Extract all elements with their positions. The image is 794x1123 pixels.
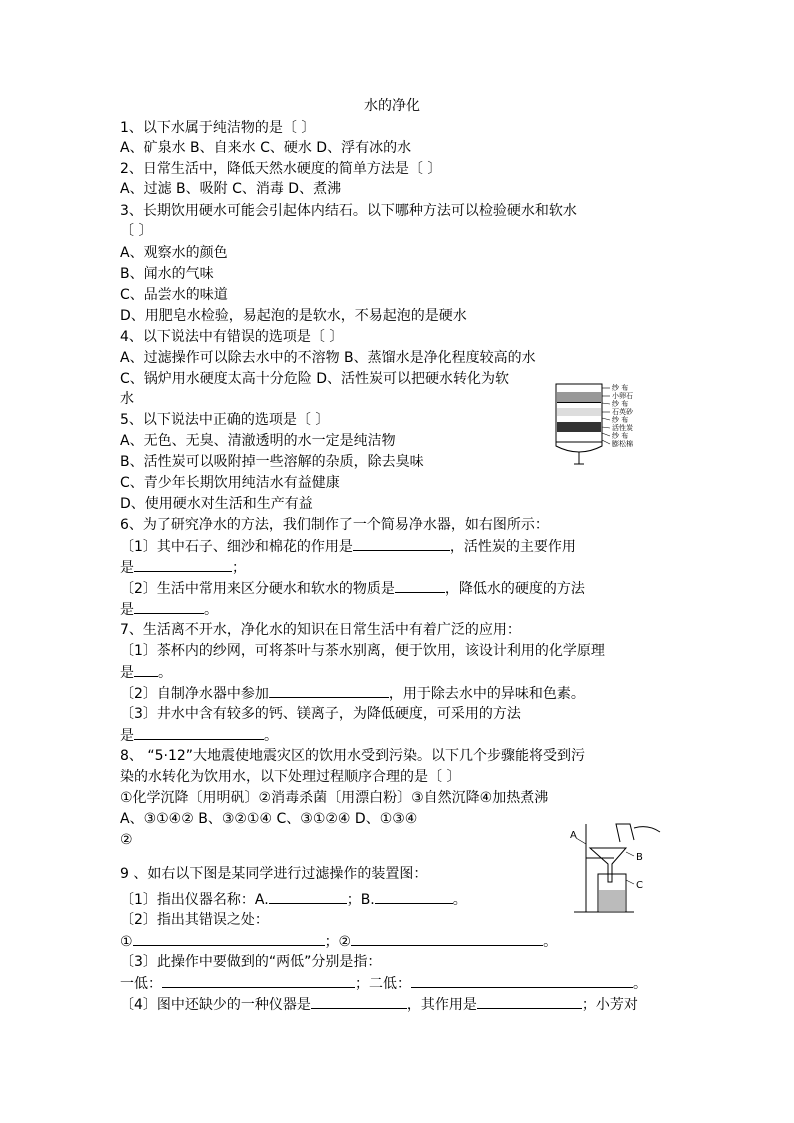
q7-1-text-b: 是 bbox=[120, 665, 134, 681]
answer-blank[interactable] bbox=[311, 994, 407, 1009]
q9-4-text-b: ，其作用是 bbox=[406, 997, 477, 1013]
q9-1-text-b: ；B. bbox=[346, 892, 375, 908]
question-6: 6、为了研究净水的方法，我们制作了一个简易净水器，如右图所示： bbox=[120, 517, 549, 533]
q9-2-text-a: ① bbox=[120, 934, 133, 950]
answer-blank[interactable] bbox=[477, 994, 582, 1009]
answer-blank[interactable] bbox=[395, 578, 445, 593]
question-3-paren: 〔 〕 bbox=[120, 223, 153, 239]
q6-1-text-c: 是 bbox=[120, 560, 134, 576]
q6-2-text-a: 〔2〕生活中常用来区分硬水和软水的物质是 bbox=[120, 581, 395, 597]
water-purifier-figure bbox=[552, 380, 678, 470]
q6-2-text-c: 是 bbox=[120, 602, 134, 618]
q6-1-text-a: 〔1〕其中石子、细沙和棉花的作用是 bbox=[120, 539, 353, 555]
question-9-part-4 bbox=[120, 994, 638, 1015]
apparatus-label-b: B bbox=[636, 852, 643, 863]
q7-2-text-a: 〔2〕自制净水器中参加 bbox=[120, 686, 269, 702]
question-8-steps: ①化学沉降〔用明矾〕②消毒杀菌〔用漂白粉〕③自然沉降④加热煮沸 bbox=[120, 790, 549, 806]
question-8: 8、 “5·12”大地震使地震灾区的饮用水受到污染。以下几个步骤能将受到污 bbox=[120, 748, 586, 764]
q9-1-text-a: 〔1〕指出仪器名称：A. bbox=[120, 892, 269, 908]
question-7-part-3-cont bbox=[120, 725, 278, 746]
answer-blank[interactable] bbox=[351, 931, 543, 946]
question-4: 4、以下说法中有错误的选项是〔 〕 bbox=[120, 329, 344, 345]
apparatus-label-c: C bbox=[636, 880, 643, 891]
q6-1-text-b: ，活性炭的主要作用 bbox=[449, 539, 576, 555]
question-6-part-2 bbox=[120, 578, 585, 599]
question-7-part-3: 〔3〕井水中含有较多的钙、镁离子，为降低硬度，可采用的方法 bbox=[120, 706, 521, 722]
question-3-option-b: B、闻水的气味 bbox=[120, 266, 214, 282]
question-5-option-a: A、无色、无臭、清澈透明的水一定是纯洁物 bbox=[120, 433, 396, 449]
question-5-option-b: B、活性炭可以吸附掉一些溶解的杂质，除去臭味 bbox=[120, 454, 424, 470]
question-4-options-cd: C、锅炉用水硬度太高十分危险 D、活性炭可以把硬水转化为软 bbox=[120, 371, 510, 387]
answer-blank[interactable] bbox=[411, 973, 633, 988]
question-7: 7、生活离不开水，净化水的知识在日常生活中有着广泛的应用： bbox=[120, 622, 521, 638]
question-2-options: A、过滤 B、吸附 C、消毒 D、煮沸 bbox=[120, 181, 342, 197]
filter-label: 纱 布 bbox=[612, 384, 629, 392]
filter-label: 纱 布 bbox=[612, 400, 629, 408]
question-4-options-ab: A、过滤操作可以除去水中的不溶物 B、蒸馏水是净化程度较高的水 bbox=[120, 350, 536, 366]
question-9: 9 、如右以下图是某同学进行过滤操作的装置图： bbox=[120, 866, 428, 882]
filter-label: 石英砂 bbox=[612, 408, 633, 416]
q9-3-text-c: 。 bbox=[633, 976, 647, 992]
q6-2-text-d: 。 bbox=[204, 602, 218, 618]
q9-2-text-c: 。 bbox=[543, 934, 558, 950]
question-3-option-c: C、品尝水的味道 bbox=[120, 287, 228, 303]
filter-label: 活性炭 bbox=[612, 424, 633, 432]
question-6-part-2-cont bbox=[120, 599, 218, 620]
question-3-option-a: A、观察水的颜色 bbox=[120, 245, 228, 261]
question-9-part-3-blanks bbox=[120, 973, 647, 994]
question-2: 2、日常生活中，降低天然水硬度的简单方法是〔 〕 bbox=[120, 161, 442, 177]
answer-blank[interactable] bbox=[134, 662, 158, 677]
question-7-part-1-cont bbox=[120, 662, 172, 683]
question-1-options: A、矿泉水 B、自来水 C、硬水 D、浮有冰的水 bbox=[120, 140, 412, 156]
question-8-options: A、③①④② B、③②①④ C、③①②④ D、①③④ bbox=[120, 811, 418, 827]
q7-3-text-b: 是 bbox=[120, 728, 134, 744]
question-8-options-wrap: ② bbox=[120, 832, 133, 848]
question-1: 1、以下水属于纯洁物的是〔 〕 bbox=[120, 120, 316, 136]
q9-4-text-c: ；小芳对 bbox=[581, 997, 638, 1013]
filter-label: 膨松棉 bbox=[612, 440, 633, 448]
question-3: 3、长期饮用硬水可能会引起体内结石。以下哪种方法可以检验硬水和软水 bbox=[120, 203, 577, 219]
answer-blank[interactable] bbox=[269, 889, 347, 904]
q9-3-text-a: 一低： bbox=[120, 976, 162, 992]
filter-label: 纱 布 bbox=[612, 432, 629, 440]
apparatus-label-a: A bbox=[570, 830, 577, 841]
question-9-part-2-blanks bbox=[120, 931, 557, 952]
question-9-part-3: 〔3〕此操作中要做到的“两低”分别是指： bbox=[120, 954, 382, 970]
question-6-part-1 bbox=[120, 536, 576, 557]
answer-blank[interactable] bbox=[134, 725, 264, 740]
question-6-part-1-cont bbox=[120, 557, 246, 578]
q9-3-text-b: ；二低： bbox=[355, 976, 411, 992]
question-4-options-cd-wrap: 水 bbox=[120, 391, 134, 407]
answer-blank[interactable] bbox=[134, 599, 204, 614]
q9-2-text-b: ；② bbox=[324, 934, 352, 950]
answer-blank[interactable] bbox=[269, 683, 389, 698]
question-5: 5、以下说法中正确的选项是〔 〕 bbox=[120, 412, 330, 428]
answer-blank[interactable] bbox=[162, 973, 355, 988]
question-8-cont: 染的水转化为饮用水，以下处理过程顺序合理的是〔 〕 bbox=[120, 769, 461, 785]
question-3-option-d: D、用肥皂水检验，易起泡的是软水，不易起泡的是硬水 bbox=[120, 308, 467, 324]
question-7-part-2 bbox=[120, 683, 585, 704]
answer-blank[interactable] bbox=[133, 931, 325, 946]
q7-1-text-c: 。 bbox=[158, 665, 172, 681]
answer-blank[interactable] bbox=[134, 557, 232, 572]
question-7-part-1: 〔1〕茶杯内的纱网，可将茶叶与茶水别离，便于饮用，该设计利用的化学原理 bbox=[120, 643, 605, 659]
answer-blank[interactable] bbox=[353, 536, 450, 551]
q9-4-text-a: 〔4〕图中还缺少的一种仪器是 bbox=[120, 997, 311, 1013]
question-9-part-1 bbox=[120, 889, 467, 910]
question-5-option-d: D、使用硬水对生活和生产有益 bbox=[120, 496, 313, 512]
q7-2-text-b: ，用于除去水中的异味和色素。 bbox=[388, 686, 585, 702]
question-5-option-c: C、青少年长期饮用纯洁水有益健康 bbox=[120, 475, 340, 491]
filtration-apparatus-figure bbox=[568, 818, 686, 918]
answer-blank[interactable] bbox=[375, 889, 453, 904]
q7-3-text-c: 。 bbox=[264, 728, 278, 744]
page-title: 水的净化 bbox=[364, 98, 420, 114]
filter-label: 小卵石 bbox=[612, 392, 633, 400]
filter-label: 纱 布 bbox=[612, 416, 629, 424]
question-9-part-2: 〔2〕指出其错误之处： bbox=[120, 912, 269, 928]
q6-1-text-d: ； bbox=[232, 560, 246, 576]
q6-2-text-b: ，降低水的硬度的方法 bbox=[444, 581, 585, 597]
q9-1-text-c: 。 bbox=[452, 892, 467, 908]
